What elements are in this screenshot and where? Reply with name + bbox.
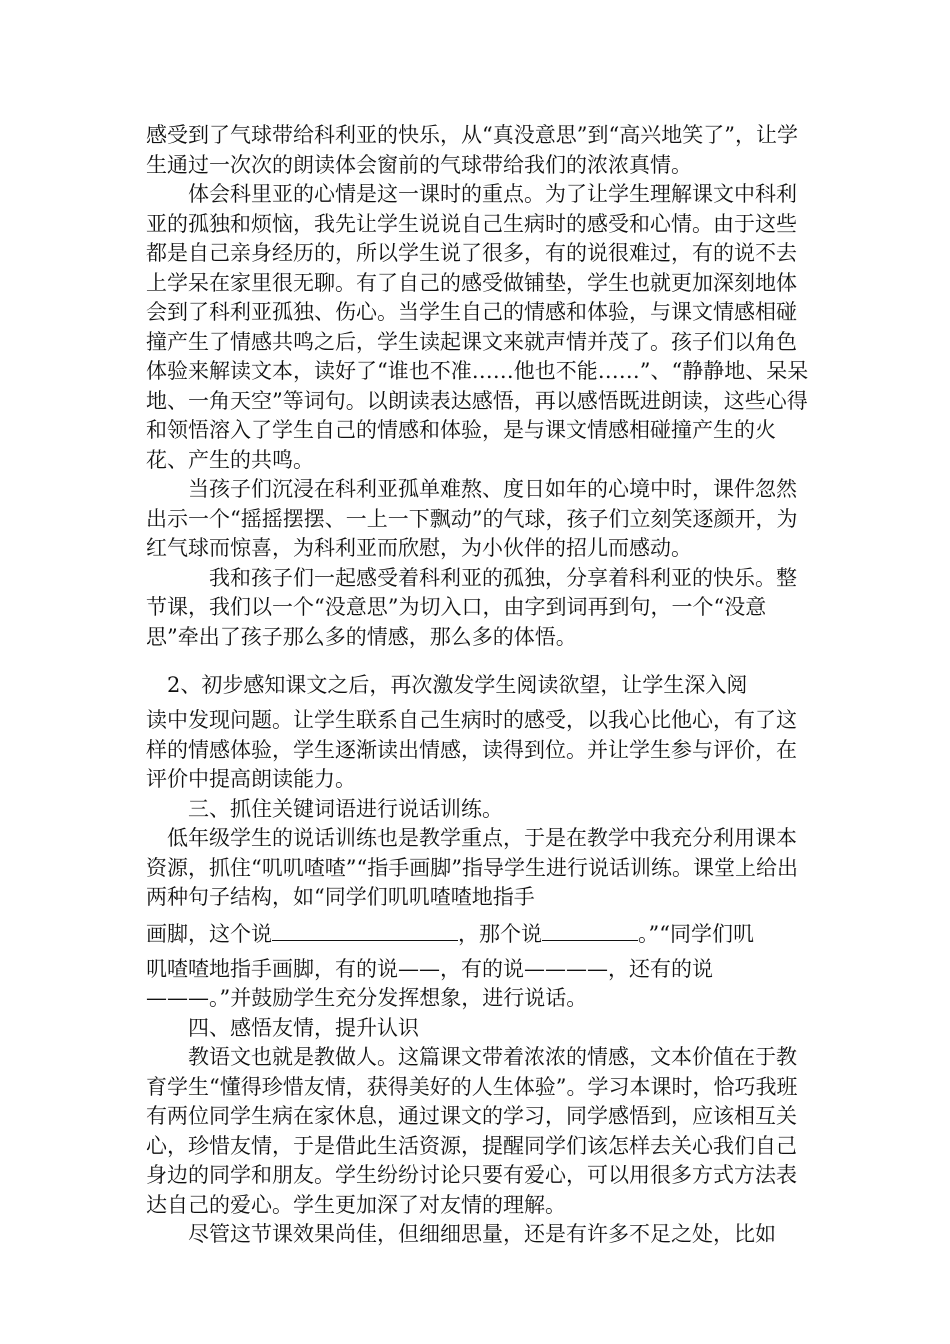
paragraph-sentence-structure-2: 叽喳喳地指手画脚，有的说——，有的说————，还有的说———。”并鼓励学生充分发挥想象，进行说话。 — [146, 956, 713, 1010]
paragraph-balloon-joy: 感受到了气球带给科利亚的快乐，从“真没意思”到“高兴地笑了”，让学生通过一次次的朗读体会窗前的气球带给我们的浓浓真情。 — [146, 123, 798, 177]
paragraph-shortcomings: 尽管这节课效果尚佳，但细细思量，还是有许多不足之处，比如 — [188, 1222, 776, 1246]
paragraph-point-2-start: 2、初步感知课文之后，再次激发学生阅读欲望，让学生深入阅 — [167, 673, 748, 697]
document-body — [146, 121, 810, 1250]
paragraph-key-point: 体会科里亚的心情是这一课时的重点。为了让学生理解课文中科利亚的孤独和烦恼，我先让学生说说自己生病时的感受和心情。由于这些都是自己亲身经历的，所以学生说了很多，有的说很难过，有的说不去上学呆在家里很无聊。有了自己的感受做铺垫，学生也就更加深刻地体会到了科利亚孤独、伤心。当学生自己的情感和体验，与课文情感相碰撞产生了情感共鸣之后，学生读起课文来就声情并茂了。孩子们以角色体验来解读文本，读好了“谁也不准……他也不能……”、“静静地、呆呆地、一角天空”等词句。以朗读表达感悟，再以感悟既进朗读，这些心得和领悟溶入了学生自己的情感和体验，是与课文情感相碰撞产生的火花、产生的共鸣。 — [146, 182, 809, 472]
paragraph-friendship: 教语文也就是教做人。这篇课文带着浓浓的情感，文本价值在于教育学生“懂得珍惜友情，获得美好的人生体验”。学习本课时，恰巧我班有两位同学生病在家休息，通过课文的学习，同学感悟到，应该相互关心，珍惜友情，于是借此生活资源，提醒同学们该怎样去关心我们自己身边的同学和朋友。学生纷纷讨论只要有爱心，可以用很多方式方法表达自己的爱心。学生更加深了对友情的理解。 — [146, 1045, 798, 1217]
paragraph-share-feelings: 我和孩子们一起感受着科利亚的孤独，分享着科利亚的快乐。整节课，我们以一个“没意思”为切入口，由字到词再到句，一个“没意思”牵出了孩子那么多的情感，那么多的体悟。 — [146, 565, 797, 649]
fill-text-1: 画脚，这个说 — [146, 921, 272, 946]
paragraph-point-2-cont: 读中发现问题。让学生联系自己生病时的感受，以我心比他心，有了这样的情感体验，学生逐渐读出情感，读得到位。并让学生参与评价，在评价中提高朗读能力。 — [146, 708, 797, 791]
paragraph-fill-blank-sentence — [146, 913, 810, 955]
fill-text-2: ，那个说 — [458, 921, 542, 946]
fill-blank-line-1 — [272, 920, 458, 941]
section-heading-3: 三、抓住关键词语进行说话训练。 — [188, 796, 503, 821]
fill-text-3: 。”“同学们叽 — [638, 921, 754, 946]
paragraph-courseware-balloon: 当孩子们沉浸在科利亚孤单难熬、度日如年的心境中时，课件忽然出示一个“摇摇摆摆、一上一下飘动”的气球，孩子们立刻笑逐颜开，为红气球而惊喜，为科利亚而欣慰，为小伙伴的招儿而感动。 — [146, 477, 798, 560]
fill-blank-line-2 — [542, 920, 638, 941]
section-heading-4: 四、感悟友情，提升认识 — [188, 1015, 419, 1040]
paragraph-speaking-training: 低年级学生的说话训练也是教学重点，于是在教学中我充分利用课本资源，抓住“叽叽喳喳”“指手画脚”指导学生进行说话训练。课堂上给出两种句子结构，如“同学们叽叽喳喳地指手 — [146, 826, 798, 909]
